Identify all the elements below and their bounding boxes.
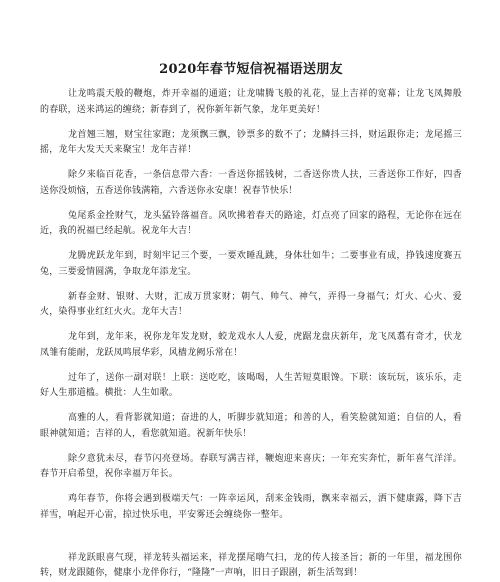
greeting-paragraph: 高雅的人，看背影就知道；奋进的人，听脚步就知道；和善的人，看笑脸就知道；自信的人，看眼神就知道；吉祥的人，看您就知道。祝新年快乐！: [40, 413, 462, 439]
greeting-paragraph: 兔尾系金拴财气，龙头猛铃落福音。风吹拂着春天的路途，灯点亮了回家的路程，无论你在远在近，我的祝福已经起航。祝龙年大吉！: [40, 210, 462, 236]
greeting-paragraph: 龙腾虎跃龙年到，时刻牢记三个要，一要欢睡乱跳，身体壮如牛；二要事业有成，挣钱速度赛五兔，三要爱情圆满，争取龙年添龙宝。: [40, 251, 462, 277]
greeting-paragraph: 除夕来临百花香，一条信息带六香：一香送你摇钱树，二香送你贵人扶，三香送你工作好，四香送你没烦恼，五香送你钱满箱，六香送你永安康！祝春节快乐！: [40, 170, 462, 196]
greeting-paragraph: 新春金财、银财、大财，汇成万贯家财；朝气、帅气、神气，弄得一身福气；灯火、心火、爱火，染得事业红红火火。龙年大吉！: [40, 291, 462, 317]
greeting-paragraph: 祥龙跃眼喜气现，祥龙转头福运来，祥龙摆尾嗨气扫，龙的传人接圣旨；新的一年里，福龙围你转，财龙跟随你，健康小龙伴你行，“隆隆”一声响，旧日子跟剧，新生活驾到！: [40, 552, 462, 578]
greeting-paragraph: 龙年到，龙年来，祝你龙年发龙财，蛟龙戏水人人爱，虎踞龙盘庆新年，龙飞凤翥有奇才，伏龙凤雏有能耐，龙跃凤鸣展华彩，风樯龙阙乐常在！: [40, 332, 462, 358]
greeting-paragraph: 让龙鸣震天般的鞭炮，炸开幸福的通道；让龙啸腾飞般的礼花，显上吉祥的宽幕；让龙飞凤舞般的春联，送来鸿运的缠绕；新春到了，祝你新年新气象，龙年更美好！: [40, 89, 462, 115]
greeting-paragraph: 过年了，送你一副对联！上联：送吃吃，该喝喝，人生苦短莫眼馋。下联：该玩玩，该乐乐，走好人生那道槛。横批：人生如歌。: [40, 372, 462, 398]
greeting-paragraph: 龙首翘三翘，财宝往家跑；龙须飘三飘，钞票多的数不了；龙鳞抖三抖，财运跟你走；龙尾摇三摇，龙年大发天天来聚宝！龙年吉祥！: [40, 129, 462, 155]
document-title: 2020年春节短信祝福语送朋友: [159, 62, 343, 77]
greeting-paragraph: 鸡年春节，你将会遇到极端天气：一阵幸运风，刮来金钱雨，飘来幸福云，洒下健康露，降下吉祥雪，响起开心雷，掠过快乐电，平安雾还会缠绕你一整年。: [40, 494, 462, 520]
greeting-paragraph: 除夕意犹未尽，春节闪亮登场。春联写满吉祥，鞭炮迎来喜庆；一年充实奔忙，新年喜气洋洋。春节开启希望，祝你幸福万年长。: [40, 453, 462, 479]
paragraph-gap: [40, 533, 462, 551]
